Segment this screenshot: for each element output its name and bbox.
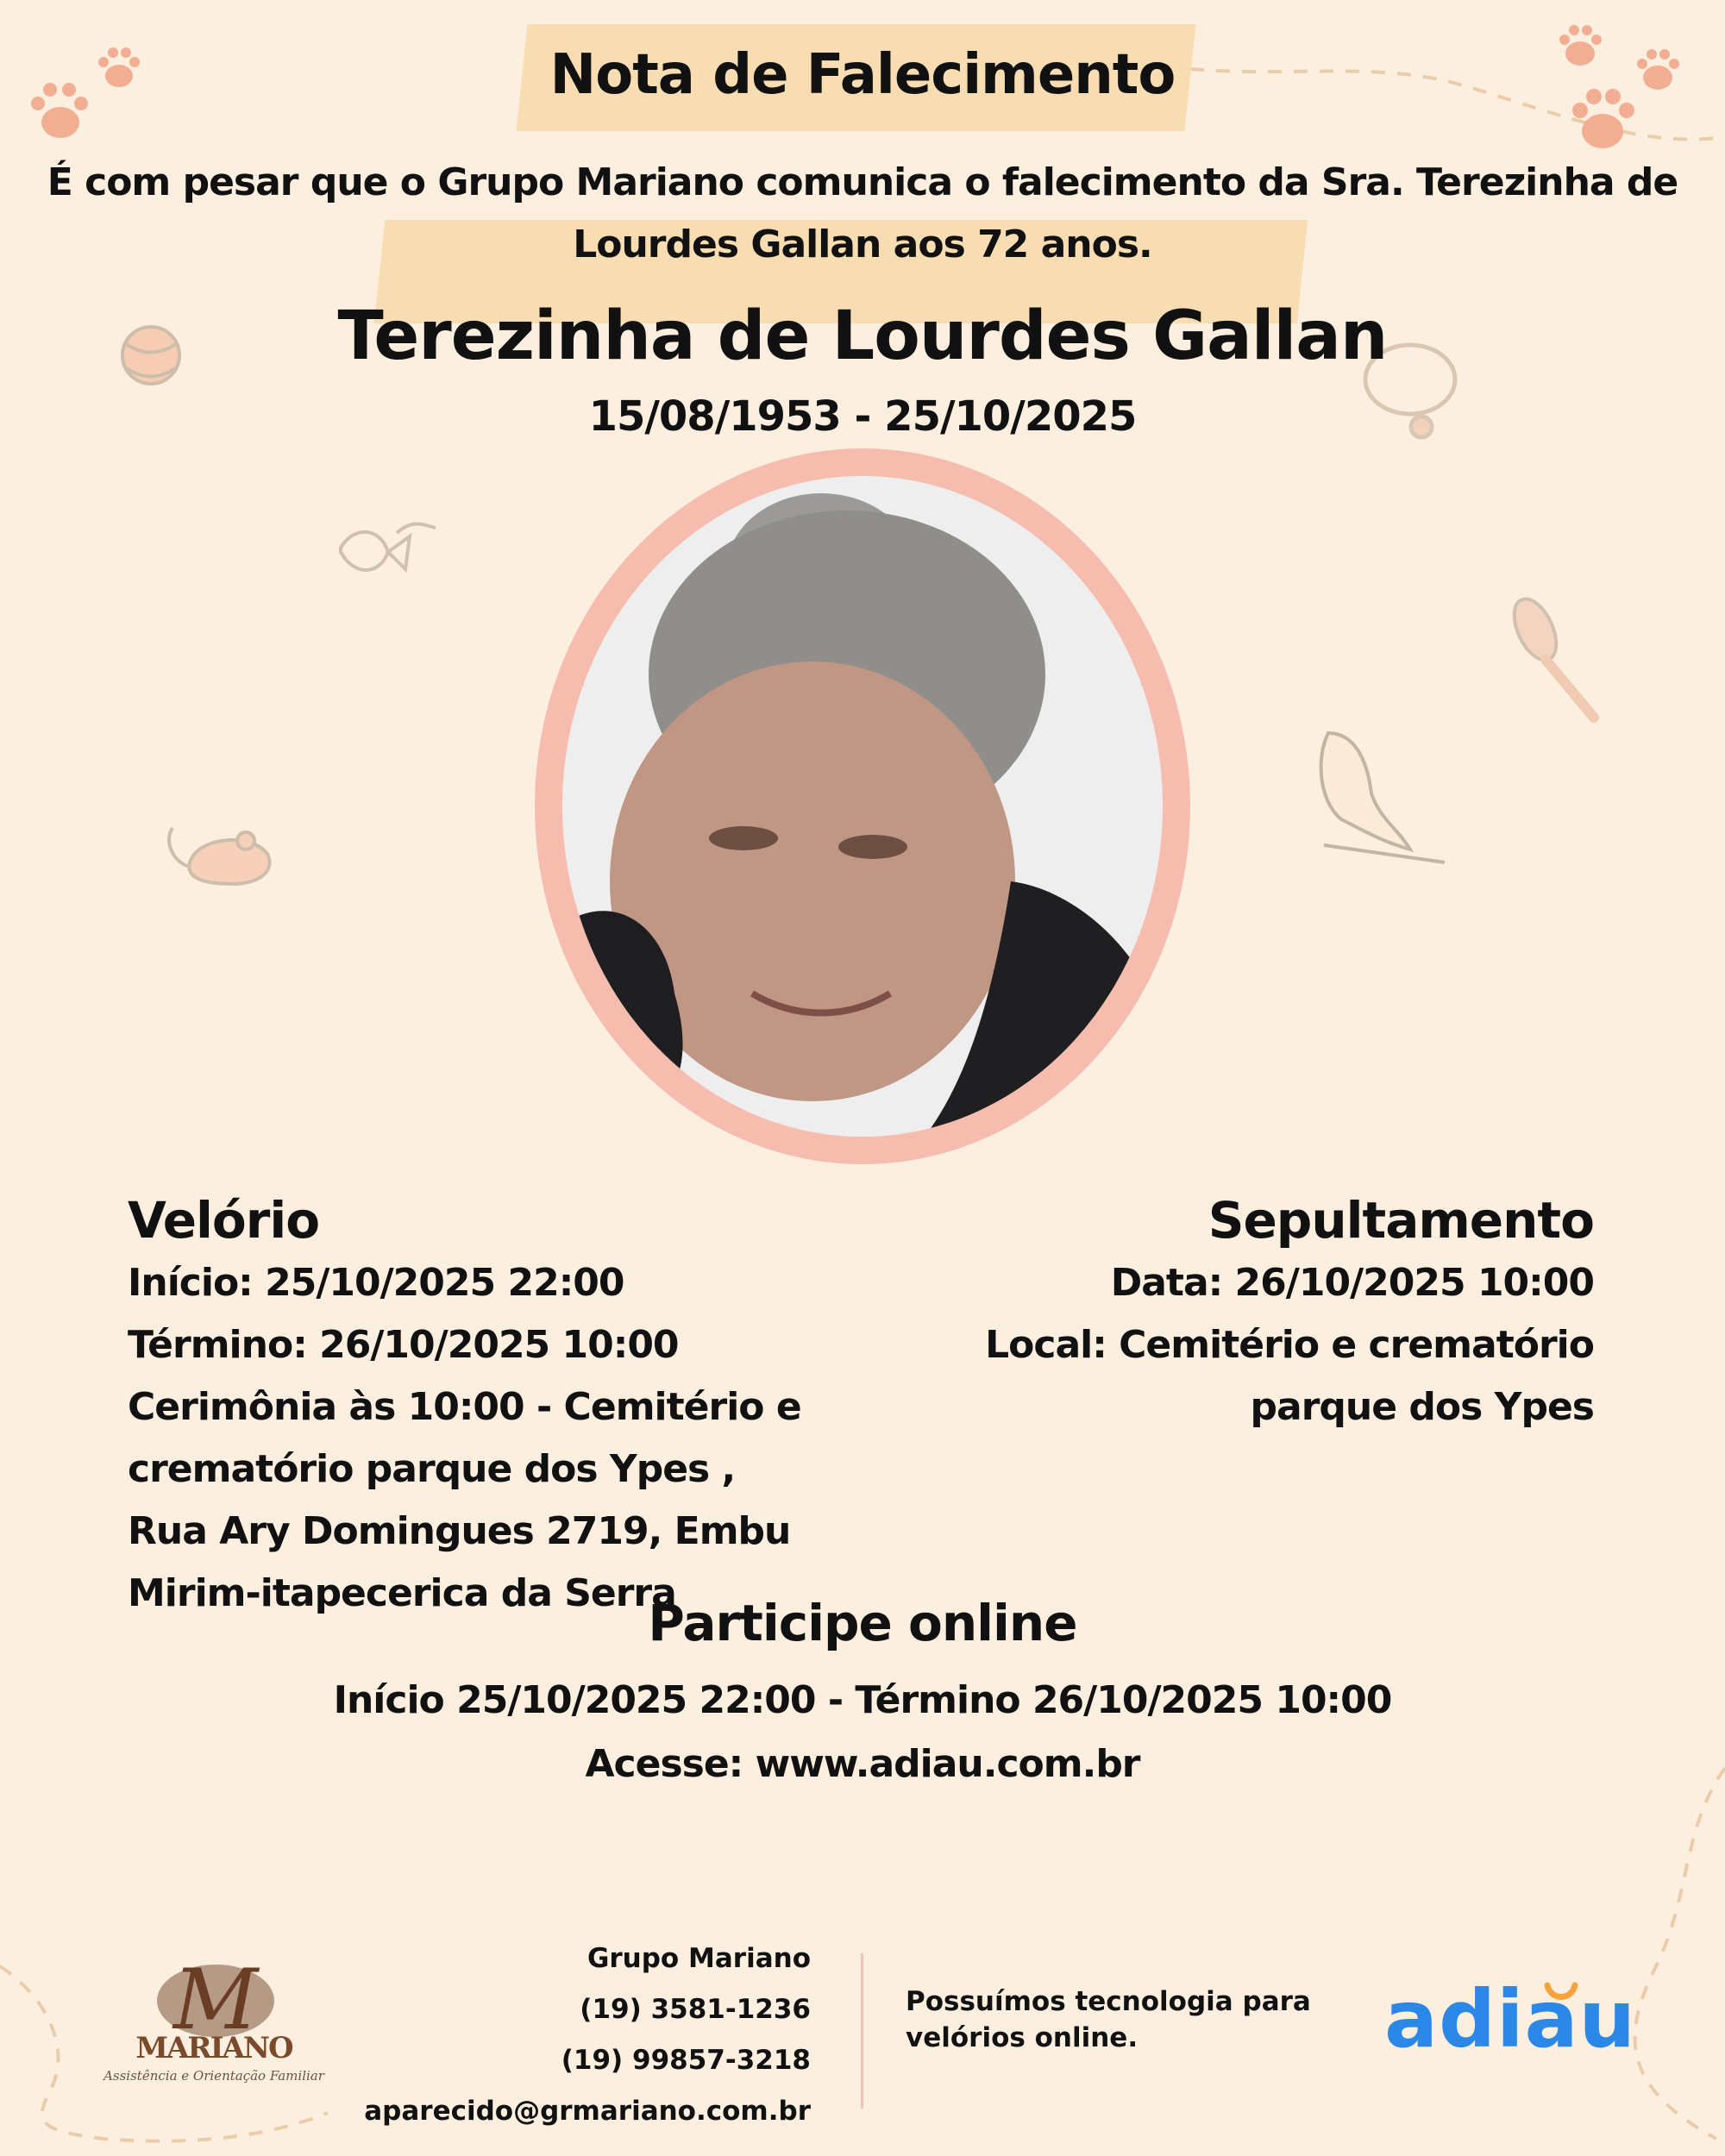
notice-title: Nota de Falecimento bbox=[549, 43, 1176, 107]
parakeet-icon bbox=[1321, 733, 1445, 862]
online-access-link[interactable]: Acesse: www.adiau.com.br bbox=[585, 1742, 1140, 1786]
mariano-logo-tagline: Assistência e Orientação Familiar bbox=[104, 2068, 324, 2084]
sepultamento-line: parque dos Ypes bbox=[1250, 1385, 1594, 1429]
svg-text:M: M bbox=[172, 1952, 259, 2048]
velorio-line: crematório parque dos Ypes , bbox=[128, 1447, 736, 1491]
footer-divider bbox=[861, 1953, 863, 2109]
contact-block bbox=[364, 1934, 811, 2137]
phone-1[interactable]: (19) 3581-1236 bbox=[580, 1994, 811, 2025]
email-link[interactable]: aparecido@grmariano.com.br bbox=[364, 2096, 811, 2127]
adiau-logo: adiau bbox=[1384, 1973, 1637, 2065]
online-schedule: Início 25/10/2025 22:00 - Término 26/10/2025 10:00 bbox=[333, 1678, 1392, 1722]
company-name: Grupo Mariano bbox=[586, 1943, 811, 1974]
sepultamento-line: Data: 26/10/2025 10:00 bbox=[1110, 1261, 1594, 1305]
velorio-line: Cerimônia às 10:00 - Cemitério e bbox=[128, 1385, 801, 1429]
deceased-dates: 15/08/1953 - 25/10/2025 bbox=[588, 392, 1137, 441]
sepultamento-line: Local: Cemitério e crematório bbox=[985, 1323, 1594, 1367]
sepultamento-title: Sepultamento bbox=[1208, 1191, 1594, 1250]
portrait-illustration bbox=[562, 476, 1163, 1137]
portrait-photo bbox=[562, 476, 1163, 1137]
phone-2[interactable]: (19) 99857-3218 bbox=[561, 2045, 811, 2076]
online-title: Participe online bbox=[648, 1594, 1077, 1652]
notice-intro: É com pesar que o Grupo Mariano comunica o falecimento da Sra. Terezinha de Lourdes Gallan aos 72 anos. bbox=[47, 160, 1678, 266]
velorio-section bbox=[128, 1188, 904, 1625]
velorio-line: Término: 26/10/2025 10:00 bbox=[128, 1323, 679, 1367]
sepultamento-section bbox=[862, 1188, 1594, 1438]
deceased-name: Terezinha de Lourdes Gallan bbox=[337, 298, 1388, 375]
velorio-line: Rua Ary Domingues 2719, Embu bbox=[128, 1509, 791, 1553]
brush-icon bbox=[1506, 592, 1594, 718]
velorio-line: Mirim-itapecerica da Serra bbox=[128, 1571, 676, 1615]
velorio-line: Início: 25/10/2025 22:00 bbox=[128, 1261, 624, 1305]
fish-icon bbox=[341, 523, 436, 570]
adiau-accent-icon bbox=[1544, 1982, 1578, 2004]
velorio-title: Velório bbox=[128, 1191, 320, 1250]
dashed-trail-bottom-right bbox=[1635, 1768, 1725, 2139]
mariano-logo-name: MARIANO bbox=[135, 2031, 292, 2065]
adiau-tagline: Possuímos tecnologia para velórios online. bbox=[906, 1986, 1311, 2053]
mouse-toy-icon bbox=[169, 828, 270, 884]
